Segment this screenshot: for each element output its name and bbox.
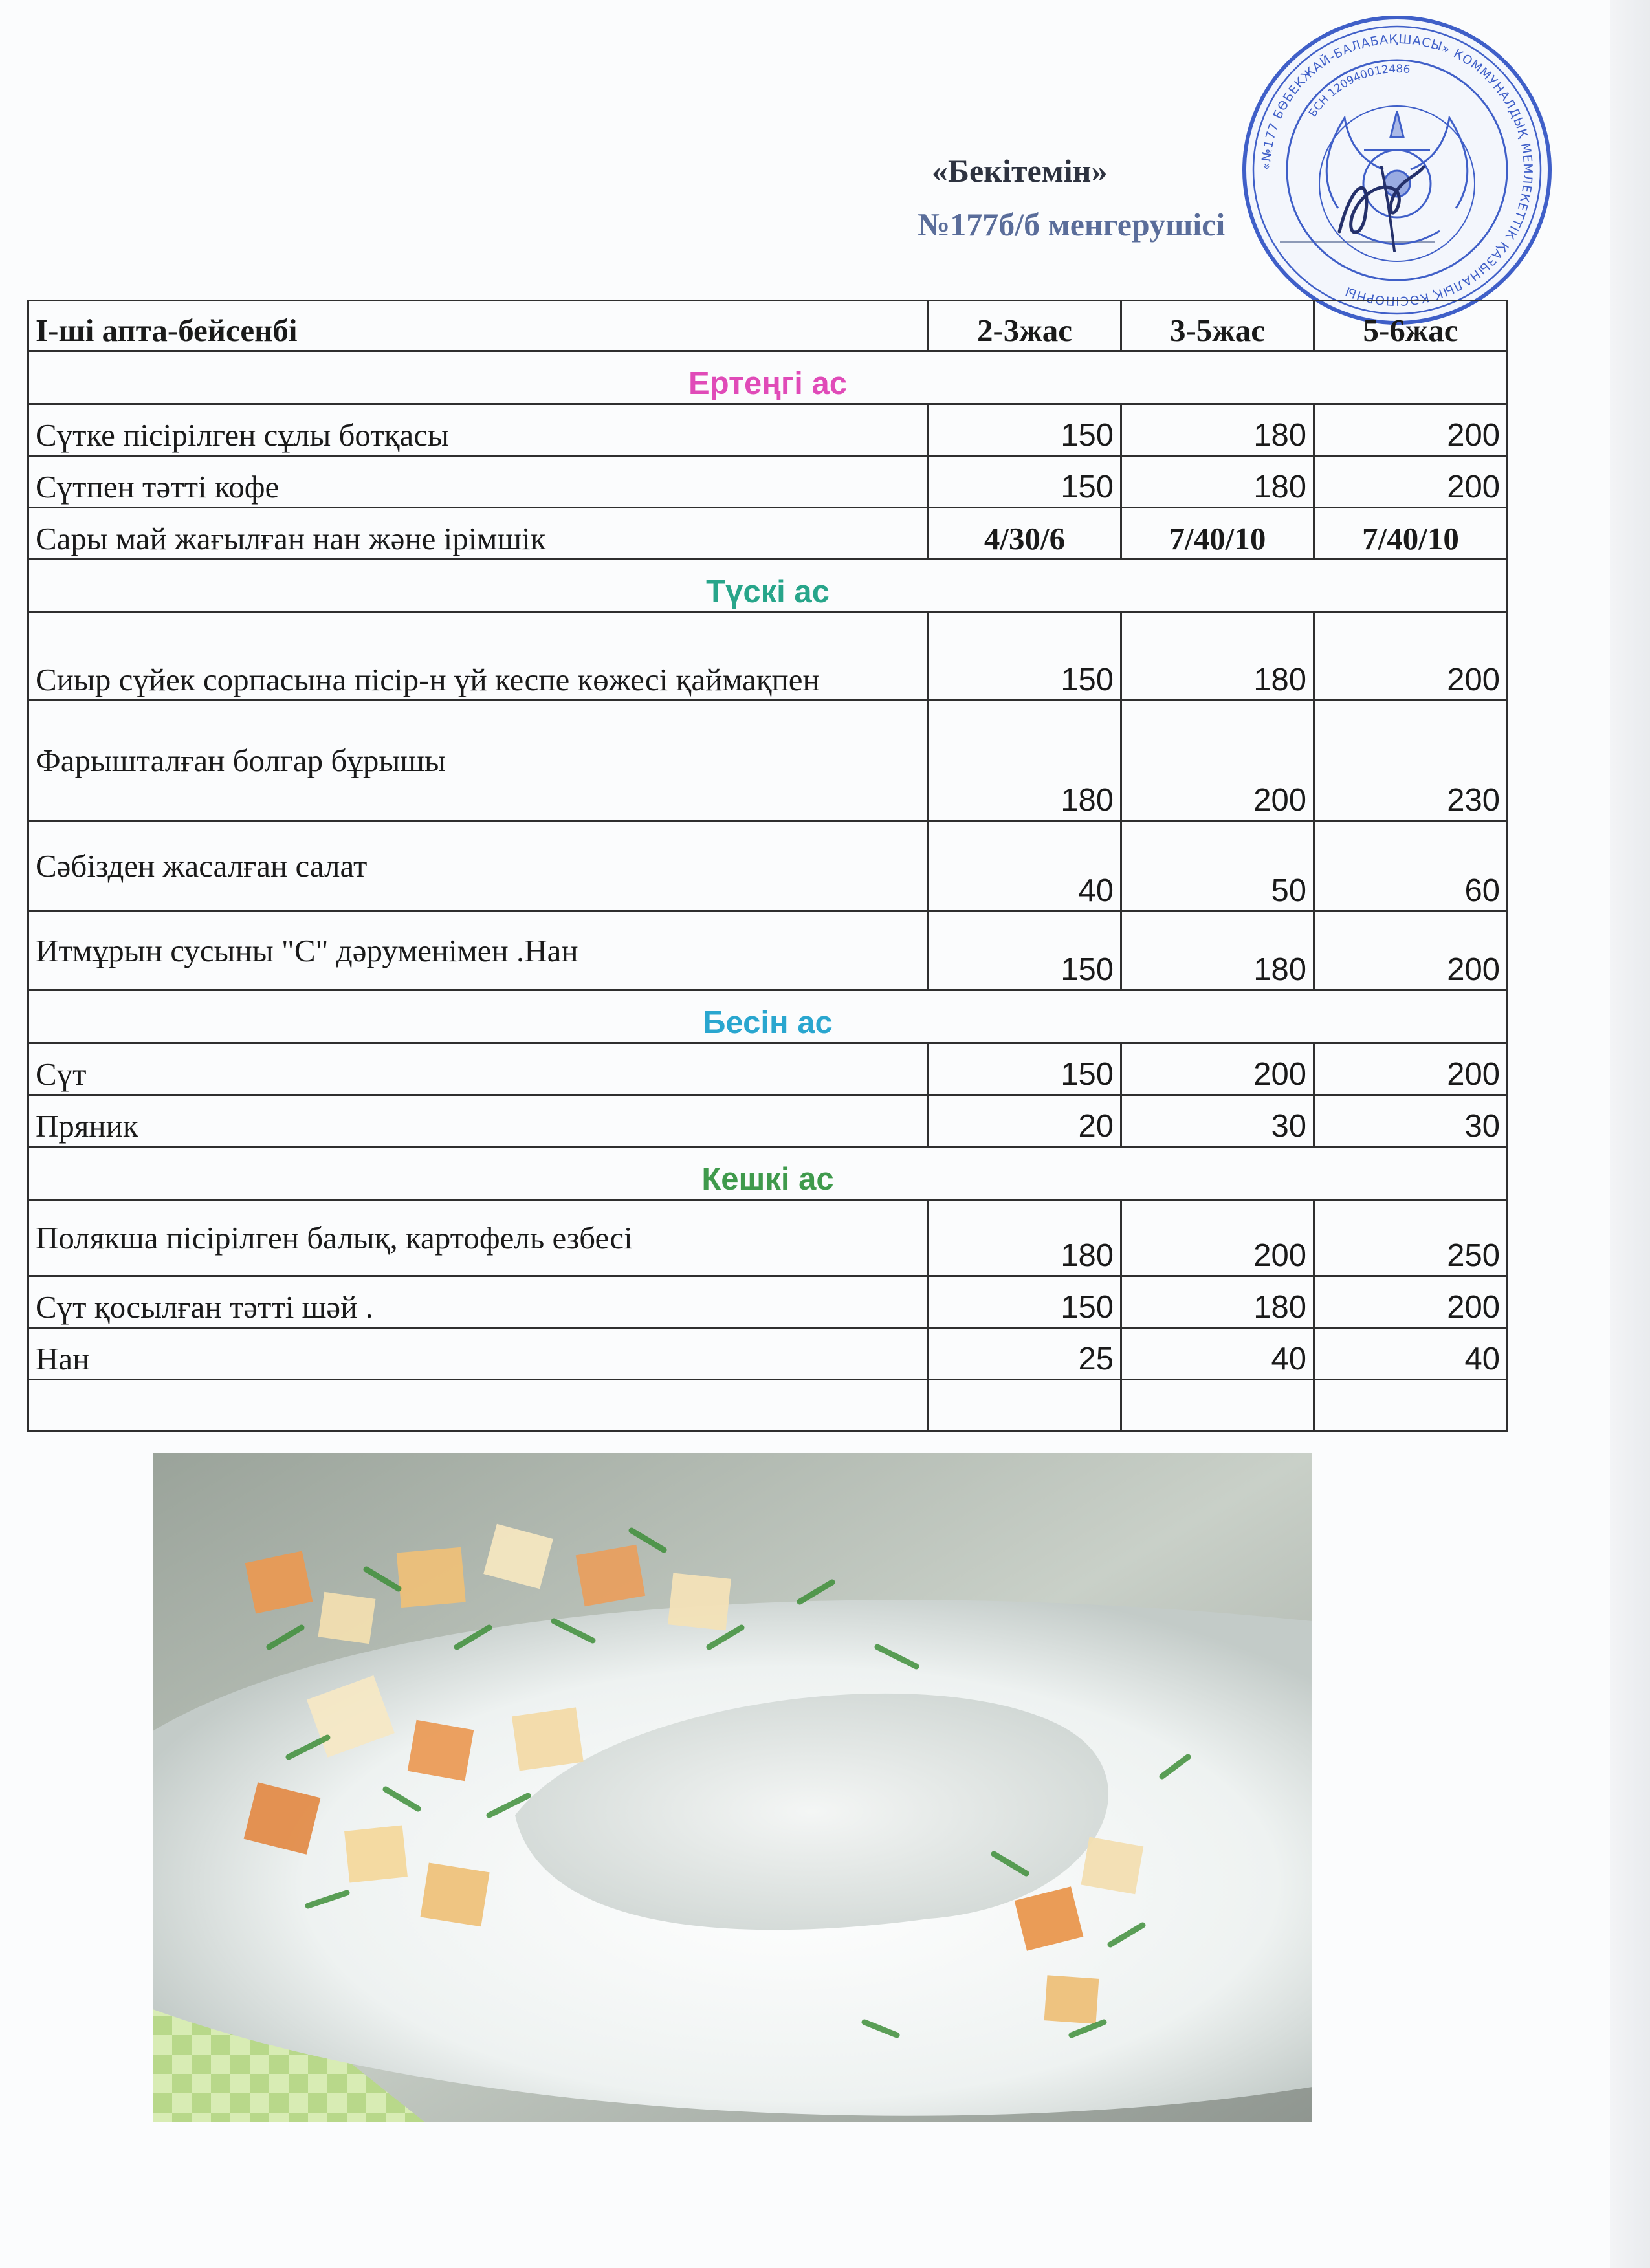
- portion-value: 60: [1314, 821, 1508, 911]
- portion-value: 40: [929, 821, 1121, 911]
- empty-cell: [1314, 1380, 1508, 1432]
- portion-value: 180: [1121, 456, 1314, 508]
- column-age-5-6: 5-6жас: [1314, 301, 1508, 351]
- portion-value: 200: [1314, 1276, 1508, 1328]
- column-age-2-3: 2-3жас: [929, 301, 1121, 351]
- table-row: [28, 613, 1508, 701]
- portion-value: 50: [1121, 821, 1314, 911]
- portion-value: 180: [929, 1200, 1121, 1276]
- menu-table: [27, 300, 1508, 1432]
- portion-value: 200: [1121, 1200, 1314, 1276]
- portion-value: 25: [929, 1328, 1121, 1380]
- portion-value: 150: [929, 456, 1121, 508]
- portion-value: 200: [1314, 404, 1508, 456]
- portion-value: 150: [929, 1043, 1121, 1095]
- page-edge-shadow: [1610, 0, 1650, 2268]
- dish-name: Итмұрын сусыны "С" дәруменімен .Нан: [28, 911, 929, 990]
- table-row: [28, 821, 1508, 911]
- section-title: Ертеңгі ас: [28, 351, 1508, 404]
- table-row: [28, 1328, 1508, 1380]
- portion-value: 150: [929, 404, 1121, 456]
- portion-value: 200: [1314, 456, 1508, 508]
- dish-name: Сүт қосылған тәтті шәй .: [28, 1276, 929, 1328]
- table-row: [28, 1095, 1508, 1147]
- portion-value: 180: [1121, 1276, 1314, 1328]
- table-row: [28, 508, 1508, 560]
- seal-bin: БСН 120940012486: [1306, 62, 1411, 120]
- portion-value: 7/40/10: [1121, 508, 1314, 560]
- dish-name: Нан: [28, 1328, 929, 1380]
- portion-value: 40: [1121, 1328, 1314, 1380]
- dish-name: Пряник: [28, 1095, 929, 1147]
- table-row: [28, 701, 1508, 821]
- portion-value: 200: [1314, 911, 1508, 990]
- portion-value: 150: [929, 911, 1121, 990]
- portion-value: 150: [929, 1276, 1121, 1328]
- dish-name: Сүтке пісірілген сұлы ботқасы: [28, 404, 929, 456]
- empty-cell: [1121, 1380, 1314, 1432]
- week-day-title: І-ші апта-бейсенбі: [28, 301, 929, 351]
- empty-cell: [28, 1380, 929, 1432]
- food-photo: [153, 1453, 1312, 2122]
- handwritten-signature: [1326, 154, 1436, 257]
- section-title: Кешкі ас: [28, 1147, 1508, 1200]
- table-header-row: [28, 301, 1508, 351]
- portion-value: 200: [1314, 613, 1508, 701]
- dish-name: Сүтпен тәтті кофе: [28, 456, 929, 508]
- portion-value: 30: [1314, 1095, 1508, 1147]
- table-row: [28, 404, 1508, 456]
- portion-value: 180: [1121, 911, 1314, 990]
- portion-value: 180: [1121, 613, 1314, 701]
- dish-name: Сары май жағылған нан және ірімшік: [28, 508, 929, 560]
- portion-value: 20: [929, 1095, 1121, 1147]
- portion-value: 40: [1314, 1328, 1508, 1380]
- section-title: Түскі ас: [28, 560, 1508, 613]
- section-header-row: [28, 1147, 1508, 1200]
- table-row: [28, 1200, 1508, 1276]
- approval-title: «Бекітемін»: [932, 153, 1108, 189]
- dish-name: Сүт: [28, 1043, 929, 1095]
- table-row: [28, 1043, 1508, 1095]
- portion-value: 200: [1314, 1043, 1508, 1095]
- portion-value: 200: [1121, 1043, 1314, 1095]
- section-header-row: [28, 990, 1508, 1043]
- section-header-row: [28, 351, 1508, 404]
- section-header-row: [28, 560, 1508, 613]
- portion-value: 150: [929, 613, 1121, 701]
- table-row: [28, 1276, 1508, 1328]
- portion-value: 30: [1121, 1095, 1314, 1147]
- seal-ring-text: «№177 БӨБЕКЖАЙ-БАЛАБАҚШАСЫ» КОММУНАЛДЫҚ МЕМЛЕКЕТТІК ҚАЗЫНАЛЫҚ КӘСІПОРНЫ: [1259, 32, 1535, 309]
- section-title: Бесін ас: [28, 990, 1508, 1043]
- dish-name: Сиыр сүйек сорпасына пісір-н үй кеспе көжесі қаймақпен: [28, 613, 929, 701]
- column-age-3-5: 3-5жас: [1121, 301, 1314, 351]
- dish-name: Фарышталған болгар бұрышы: [28, 701, 929, 821]
- empty-row: [28, 1380, 1508, 1432]
- portion-value: 180: [929, 701, 1121, 821]
- portion-value: 250: [1314, 1200, 1508, 1276]
- empty-cell: [929, 1380, 1121, 1432]
- approval-subtitle: №177б/б менгерушісі: [918, 206, 1226, 243]
- dish-name: Полякша пісірілген балық, картофель езбесі: [28, 1200, 929, 1276]
- dish-name: Сәбізден жасалған салат: [28, 821, 929, 911]
- table-row: [28, 911, 1508, 990]
- portion-value: 7/40/10: [1314, 508, 1508, 560]
- portion-value: 200: [1121, 701, 1314, 821]
- portion-value: 180: [1121, 404, 1314, 456]
- portion-value: 230: [1314, 701, 1508, 821]
- table-row: [28, 456, 1508, 508]
- portion-value: 4/30/6: [929, 508, 1121, 560]
